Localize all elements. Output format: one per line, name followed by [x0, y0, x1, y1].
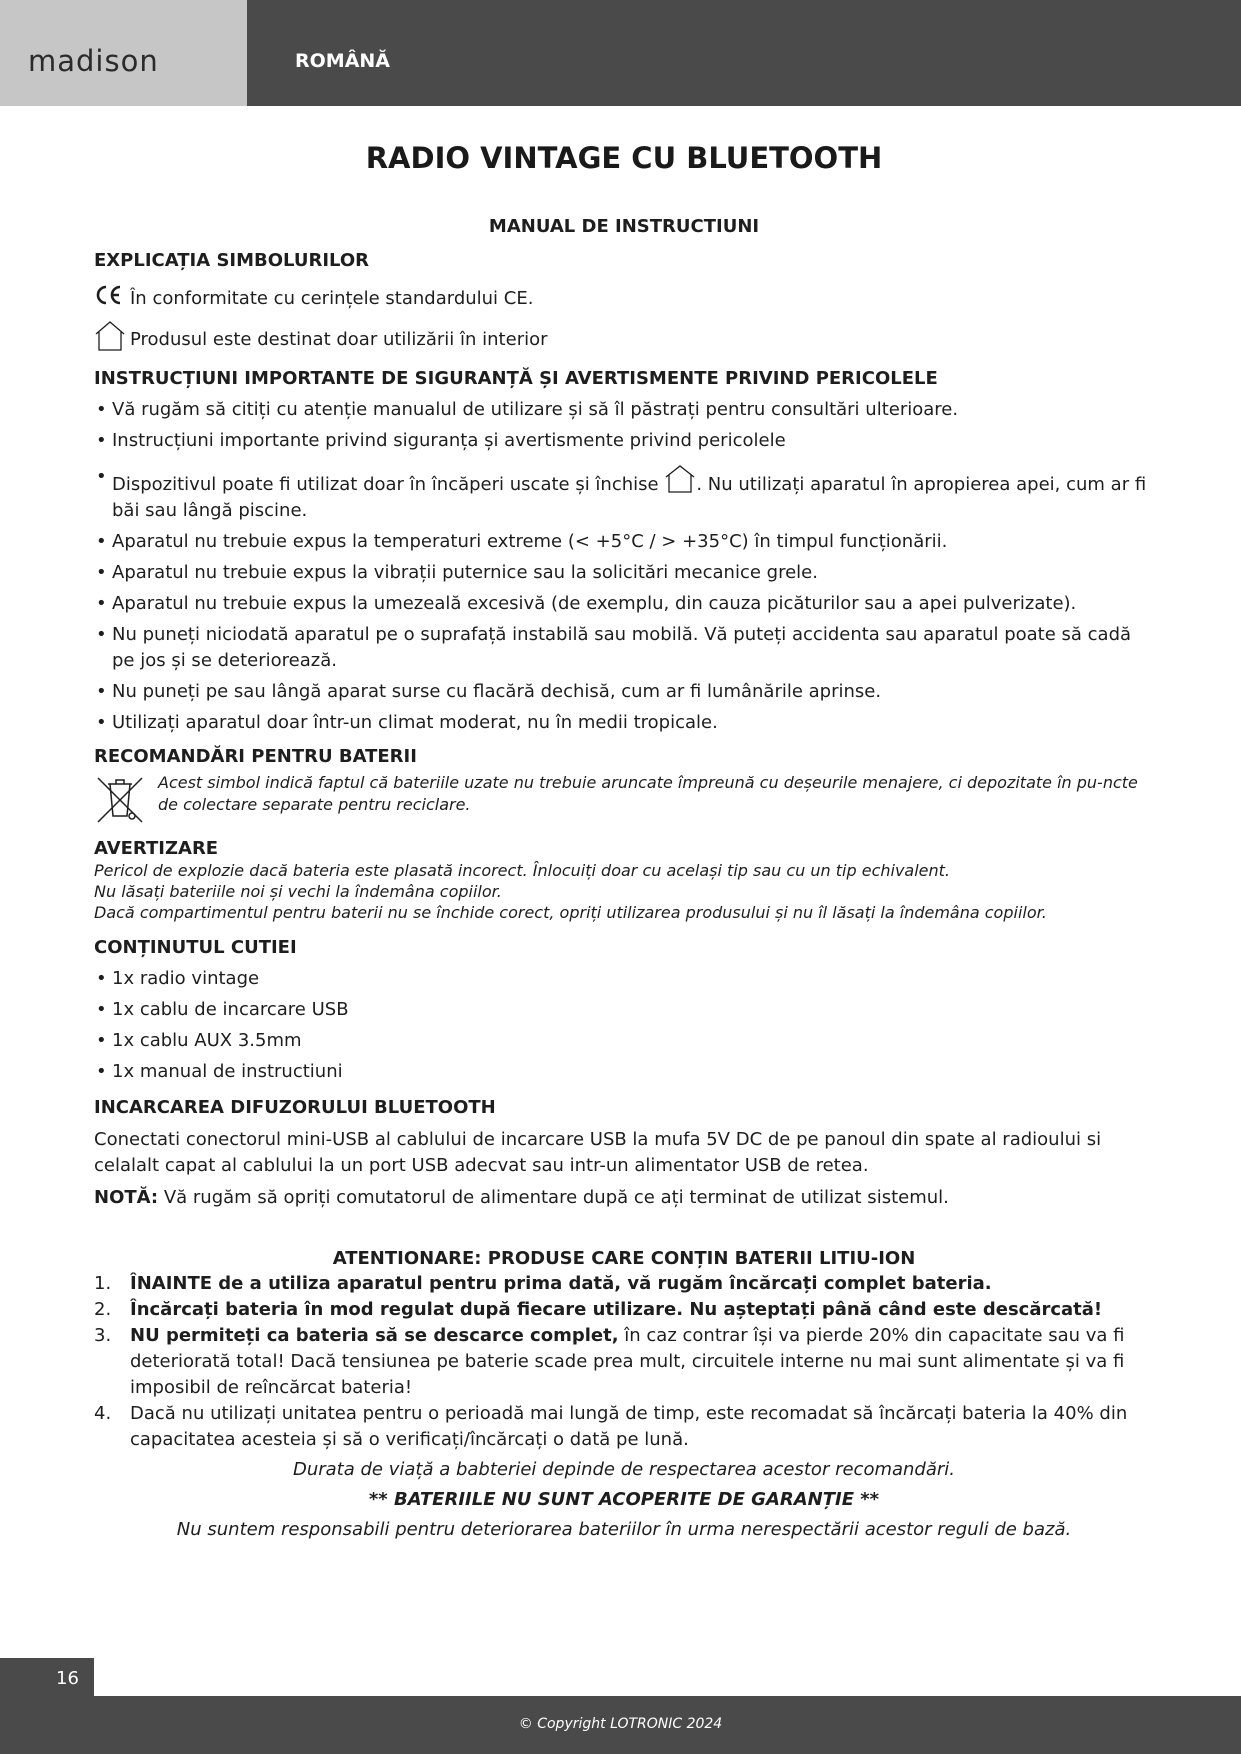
charging-text: Conectati conectorul mini-USB al cablului de incarcare USB la mufa 5V DC de pe panoul din spate al radioului si celalalt capat al cablului la un port USB adecvat sau intr-un alimentator USB de retea. [94, 1129, 1102, 1176]
document-body [94, 140, 1154, 1543]
warning-heading: AVERTIZARE [94, 838, 219, 859]
brand-logo-area [0, 0, 247, 106]
ce-mark-icon [94, 284, 130, 314]
warning-line: Dacă compartimentul pentru baterii nu se închide corect, opriți utilizarea produsului și nu îl lăsați la îndemâna copiilor. [94, 903, 1047, 922]
list-item: • 1x radio vintage [96, 968, 260, 989]
weee-text: Acest simbol indică faptul că bateriile uzate nu trebuie aruncate împreună cu deșeurile menajere, ci depozitate în pu-ncte de colectare separate pentru reciclare. [158, 773, 1138, 814]
indoor-row [94, 320, 1154, 360]
charging-heading: INCARCAREA DIFUZORULUI BLUETOOTH [94, 1097, 496, 1118]
page-title: RADIO VINTAGE CU BLUETOOTH [365, 141, 883, 175]
page-number: 16 [56, 1668, 79, 1689]
box-list [94, 966, 1154, 1085]
list-item: • Nu puneți pe sau lângă aparat surse cu flacără dechisă, cum ar fi lumânările aprinse. [96, 681, 882, 702]
language-label: ROMÂNĂ [295, 50, 390, 72]
weee-row [94, 772, 1154, 832]
list-item: • Vă rugăm să citiți cu atenție manualul de utilizare și să îl păstrați pentru consultări ulterioare. [96, 399, 959, 420]
box-heading: CONȚINUTUL CUTIEI [94, 937, 297, 958]
list-item: • Aparatul nu trebuie expus la vibrații puternice sau la solicitări mecanice grele. [96, 562, 818, 583]
ce-text: În conformitate cu cerințele standardului CE. [130, 288, 534, 309]
crossed-bin-icon [94, 772, 158, 832]
list-item: • Instrucțiuni importante privind siguranța și avertismente privind pericolele [96, 430, 786, 451]
copyright: © Copyright LOTRONIC 2024 [518, 1716, 723, 1732]
guarantee-note: ** BATERIILE NU SUNT ACOPERITE DE GARANȚIE ** [368, 1489, 880, 1510]
list-item: • Nu puneți niciodată aparatul pe o suprafață instabilă sau mobilă. Vă puteți accidenta sau aparatul poate să cadă pe jos și se deteriorează. [96, 624, 1132, 671]
list-item: 1. ÎNAINTE de a utiliza aparatul pentru prima dată, vă rugăm încărcați complet bateria. [94, 1273, 992, 1294]
brand-logo: madison [28, 44, 159, 78]
warning-line: Nu lăsați bateriile noi și vechi la îndemâna copiilor. [94, 882, 502, 901]
list-item: • 1x manual de instructiuni [96, 1061, 343, 1082]
list-item: 3. NU permiteți ca bateria să se descarce complet, în caz contrar își va pierde 20% din capacitate sau va fi deteriorată total! Dacă tensiunea pe baterie scade prea mult, circuitele interne nu mai sunt alimentate și va fi imposibil de reîncărcat bateria! [94, 1325, 1125, 1398]
ce-row [94, 284, 1154, 314]
list-item: • Aparatul nu trebuie expus la umezeală excesivă (de exemplu, din cauza picăturilor sau a apei pulverizate). [96, 593, 1077, 614]
batteries-heading: RECOMANDĂRI PENTRU BATERII [94, 746, 417, 767]
footer-bar [0, 1696, 1241, 1754]
house-icon [94, 320, 130, 360]
subtitle: MANUAL DE INSTRUCTIUNI [488, 216, 760, 237]
list-item: • 1x cablu de incarcare USB [96, 999, 349, 1020]
indoor-text: Produsul este destinat doar utilizării în interior [130, 329, 548, 350]
list-item: 4. Dacă nu utilizați unitatea pentru o perioadă mai lungă de timp, este recomadat să încărcați bateria la 40% din capacitatea acesteia și să o verificați/încărcați o dată pe lună. [94, 1403, 1128, 1450]
list-item: • Utilizați aparatul doar într-un climat moderat, nu în medii tropicale. [96, 712, 718, 733]
symbols-heading: EXPLICAȚIA SIMBOLURILOR [94, 250, 370, 271]
lithium-list [94, 1271, 1154, 1453]
disclaimer-note: Nu suntem responsabili pentru deteriorarea bateriilor în urma nerespectării acestor reguli de bază. [176, 1519, 1072, 1540]
list-item: • Aparatul nu trebuie expus la temperaturi extreme (< +5°C / > +35°C) în timpul funcționării. [96, 531, 948, 552]
warning-line: Pericol de explozie dacă bateria este plasată incorect. Înlocuiți doar cu același tip sau cu un tip echivalent. [94, 861, 951, 880]
page-number-box [0, 1658, 94, 1698]
list-item: • Dispozitivul poate fi utilizat doar în încăperi uscate și închise . Nu utilizați aparatul în apropierea apei, cum ar fi băi sau lângă piscine. [96, 466, 1147, 521]
header-bar [247, 0, 1241, 106]
battery-life-note: Durata de viață a babteriei depinde de respectarea acestor recomandări. [292, 1459, 956, 1480]
safety-heading: INSTRUCȚIUNI IMPORTANTE DE SIGURANȚĂ ȘI AVERTISMENTE PRIVIND PERICOLELE [94, 368, 938, 389]
lithium-heading: ATENTIONARE: PRODUSE CARE CONȚIN BATERII LITIU-ION [332, 1248, 916, 1269]
house-icon [664, 464, 696, 494]
charging-note: NOTĂ: Vă rugăm să opriți comutatorul de alimentare după ce ați terminat de utilizat sistemul. [94, 1187, 949, 1208]
safety-list [94, 397, 1154, 736]
list-item: 2. Încărcați bateria în mod regulat după fiecare utilizare. Nu așteptați până când este descărcată! [94, 1299, 1103, 1320]
list-item: • 1x cablu AUX 3.5mm [96, 1030, 302, 1051]
